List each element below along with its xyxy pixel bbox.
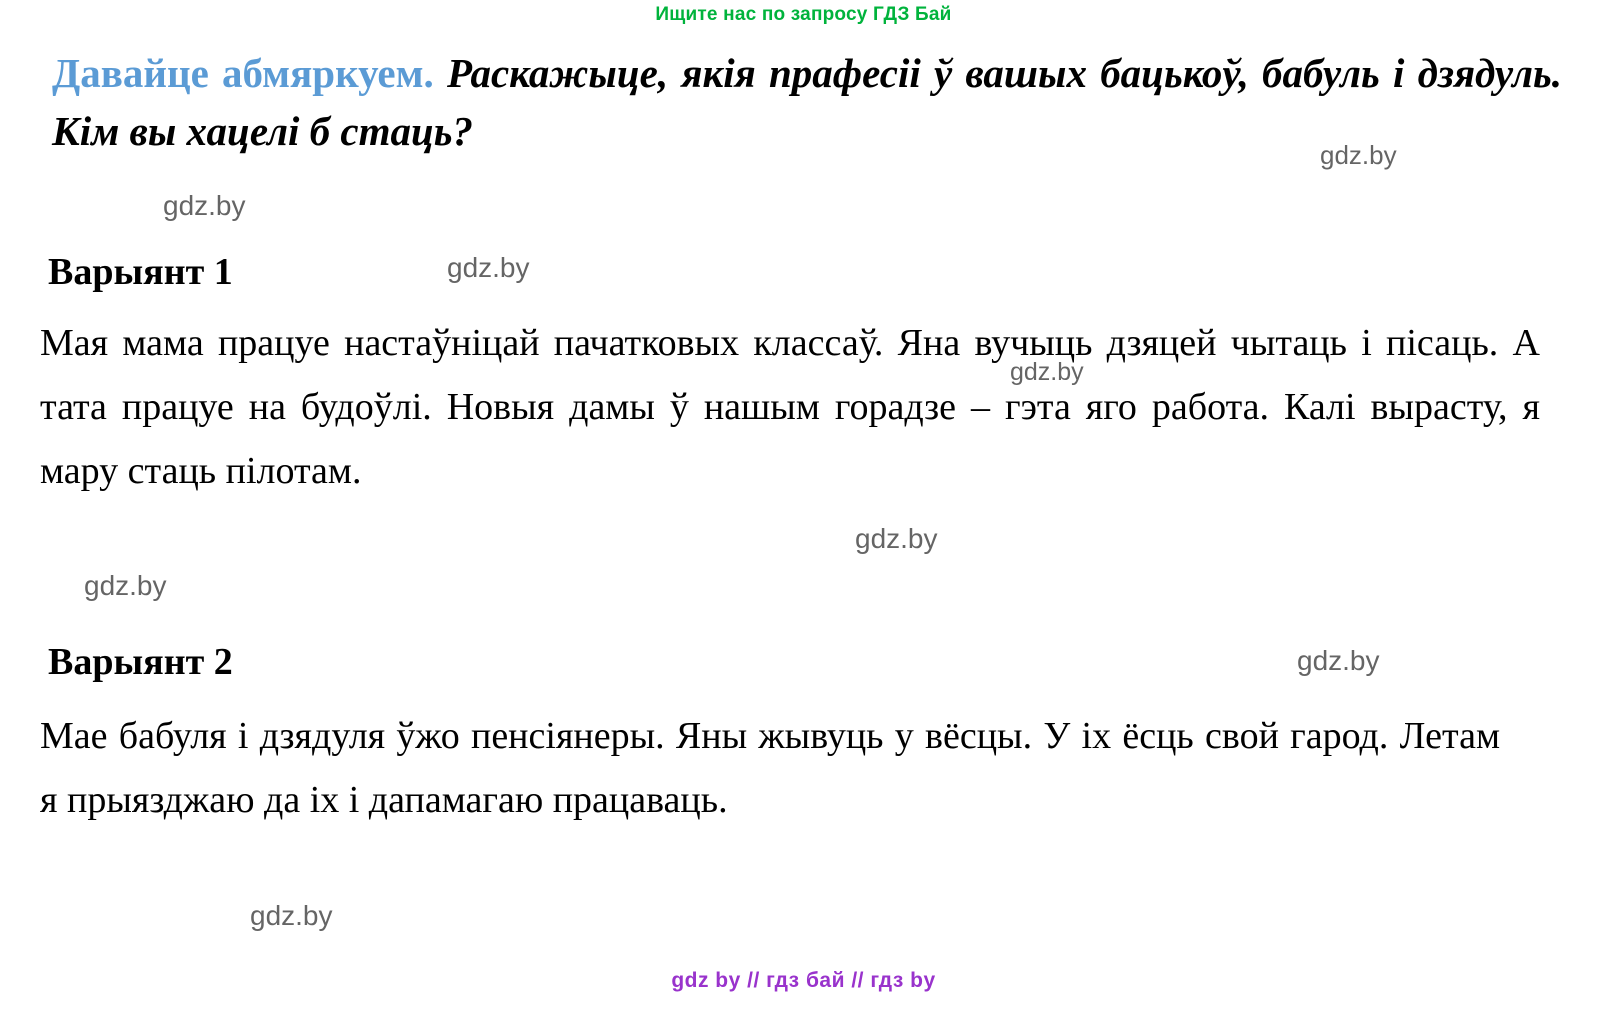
page-title <box>52 44 1562 160</box>
variant-2-body: Мае бабуля і дзядуля ўжо пенсіянеры. Яны жывуць у вёсцы. У іх ёсць свой гарод. Летам я прыязджаю да іх і дапамагаю працаваць. <box>40 715 1500 821</box>
watermark: gdz.by <box>447 252 530 283</box>
watermark: gdz.by <box>855 523 938 554</box>
page-title-question: Раскажыце, якія прафесіі ў вашых бацькоў, бабуль і дзядуль. Кім вы хацелі б стаць? <box>52 50 1562 155</box>
footer-text: gdz by // гдз бай // гдз by <box>671 969 936 992</box>
watermark: gdz.by <box>84 570 167 601</box>
watermark: gdz.by <box>1010 358 1084 386</box>
watermark: gdz.by <box>250 900 333 931</box>
page-title-lead: Давайце абмяркуем. <box>52 50 434 96</box>
variant-1-body: Мая мама працуе настаўніцай пачатковых классаў. Яна вучыць дзяцей чытаць і пісаць. А тата працуе на будоўлі. Новыя дамы ў нашым горадзе – гэта яго работа. Калі вырасту, я мару стаць пілотам. <box>40 322 1540 492</box>
variant-2-title: Варыянт 2 <box>48 641 233 683</box>
watermark: gdz.by <box>163 190 246 221</box>
variant-1-title: Варыянт 1 <box>48 251 233 293</box>
watermark: gdz.by <box>1320 140 1397 170</box>
top-banner-text: Ищите нас по запросу ГДЗ Бай <box>655 4 952 25</box>
watermark: gdz.by <box>1297 645 1380 676</box>
